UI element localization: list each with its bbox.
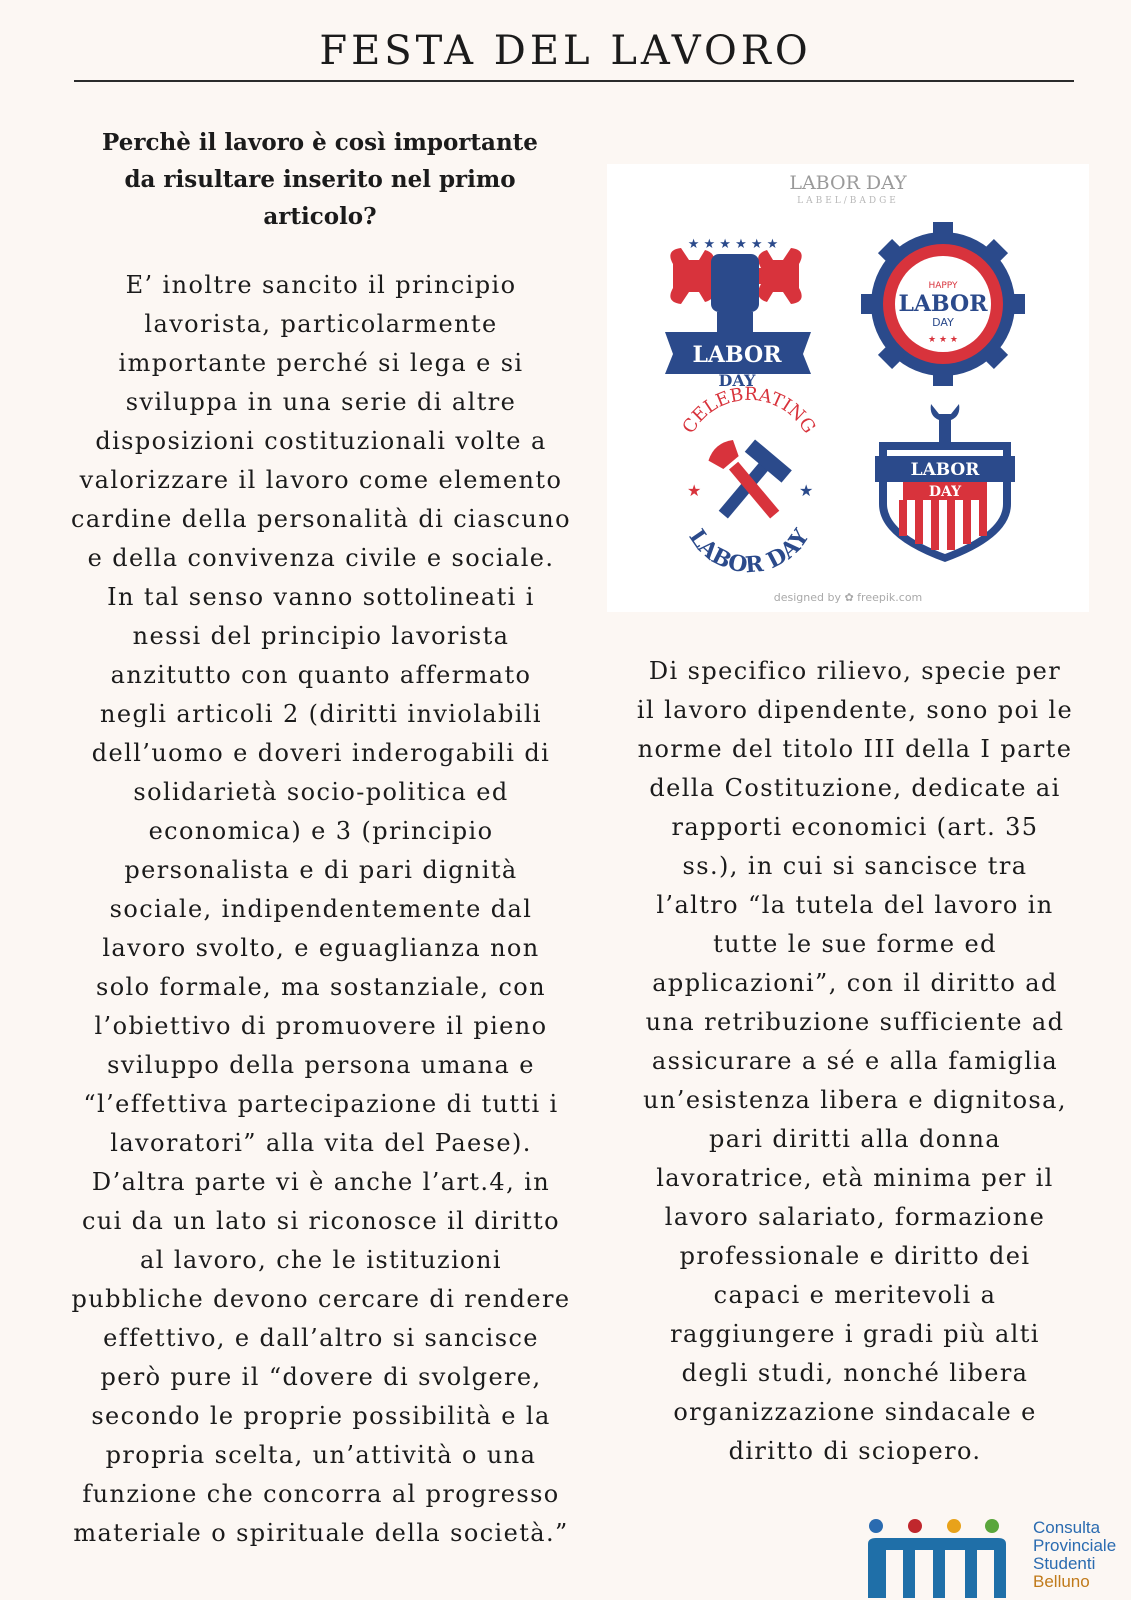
section-question [80, 124, 560, 235]
text-line: una retribuzione sufficiente ad [645, 1008, 1065, 1036]
logo-line: Provinciale [1033, 1536, 1117, 1555]
text-line: materiale o spirituale della società.” [73, 1519, 569, 1547]
text-line: però pure il “dovere di svolgere, [100, 1363, 542, 1391]
text-line: Di specifico rilievo, specie per [648, 657, 1062, 685]
text-line: pari diritti alla donna [708, 1125, 1002, 1153]
consulta-logo-text [1033, 1519, 1116, 1591]
text-line: pubbliche devono cercare di rendere [71, 1285, 571, 1313]
logo-dot [985, 1519, 999, 1533]
badge3-bottom: LABOR DAY [683, 524, 815, 579]
text-line: lavoratrice, età minima per il [656, 1164, 1054, 1192]
logo-dot [947, 1519, 961, 1533]
text-line: l’altro “la tutela del lavoro in [656, 891, 1054, 919]
text-line: nessi del principio lavorista [132, 622, 510, 650]
logo-dots [869, 1519, 999, 1533]
text-line: degli studi, nonché libera [681, 1359, 1029, 1387]
image-subtitle: LABEL/BADGE [797, 196, 899, 206]
badge1-top: LABOR [692, 342, 782, 368]
svg-text:★ ★ ★: ★ ★ ★ [928, 335, 958, 345]
text-line: tutte le sue forme ed [713, 930, 997, 958]
text-line: l’obiettivo di promuovere il pieno [94, 1012, 548, 1040]
text-line: negli articoli 2 (diritti inviolabili [99, 700, 542, 728]
text-line: secondo le proprie possibilità e la [91, 1402, 551, 1430]
text-line: effettivo, e dall’altro si sancisce [103, 1324, 539, 1352]
logo-line: Consulta [1033, 1518, 1101, 1537]
text-line: funzione che concorra al progresso [82, 1480, 560, 1508]
text-line: il lavoro dipendente, sono poi le [636, 696, 1074, 724]
text-line: “l’effettiva partecipazione di tutti i [83, 1090, 559, 1118]
gear-badge [861, 222, 1025, 386]
left-column-text [36, 266, 606, 1553]
text-line: lavoro svolto, e eguaglianza non [102, 934, 540, 962]
image-credit: designed by ✿ freepik.com [773, 591, 923, 604]
text-line: D’altra parte vi è anche l’art.4, in [91, 1168, 551, 1196]
text-line: personalista e di pari dignità [124, 856, 518, 884]
badge4-top: LABOR [910, 460, 980, 480]
text-line: propria scelta, un’attività o una [105, 1441, 537, 1469]
badge2-happy: HAPPY [928, 281, 958, 291]
badge2-labor: LABOR [898, 291, 988, 317]
page-title: FESTA DEL LAVORO [319, 28, 812, 74]
text-line: valorizzare il lavoro come elemento [79, 466, 563, 494]
celebrating-badge [678, 384, 819, 579]
logo-dot [908, 1519, 922, 1533]
text-line: sviluppo della persona umana e [107, 1051, 535, 1079]
badge1-bottom: DAY [718, 371, 756, 390]
right-column-text [605, 652, 1105, 1471]
text-line: e della convivenza civile e sociale. [87, 544, 555, 572]
shield-badge [875, 404, 1015, 562]
text-line: raggiungere i gradi più alti [670, 1320, 1040, 1348]
text-line: importante perché si lega e si [118, 349, 524, 377]
text-line: lavorista, particolarmente [144, 310, 498, 338]
text-line: capaci e meritevoli a [713, 1281, 997, 1309]
svg-text:★ ★ ★ ★ ★ ★: ★ ★ ★ ★ ★ ★ [687, 237, 779, 252]
svg-text:CELEBRATING [678, 384, 819, 437]
image-title: LABOR DAY [789, 172, 907, 194]
text-line: organizzazione sindacale e [673, 1398, 1037, 1426]
text-line: solo formale, ma sostanziale, con [95, 973, 547, 1001]
text-line: della Costituzione, dedicate ai [649, 774, 1061, 802]
text-line: assicurare a sé e alla famiglia [651, 1047, 1059, 1075]
text-line: sviluppa in una serie di altre [125, 388, 517, 416]
text-line: In tal senso vanno sottolineati i [107, 583, 535, 611]
text-line: diritto di sciopero. [728, 1437, 982, 1465]
question-line: da risultare inserito nel primo [124, 166, 516, 193]
text-line: professionale e diritto dei [679, 1242, 1031, 1270]
text-line: cui da un lato si riconosce il diritto [81, 1207, 561, 1235]
svg-text:★: ★ [687, 481, 702, 500]
text-line: economica) e 3 (principio [148, 817, 494, 845]
svg-text:LABOR DAY [684, 524, 815, 578]
text-line: disposizioni costituzionali volte a [95, 427, 547, 455]
text-line: applicazioni”, con il diritto ad [652, 969, 1058, 997]
badge4-bottom: DAY [928, 484, 962, 500]
text-line: lavoratori” alla vita del Paese). [110, 1129, 532, 1157]
svg-text:★: ★ [799, 481, 814, 500]
logo-line: Studenti [1033, 1554, 1096, 1573]
text-line: un’esistenza libera e dignitosa, [643, 1086, 1067, 1114]
badges-illustration [607, 164, 1089, 612]
badge3-top: CELEBRATING [678, 383, 820, 438]
text-line: solidarietà socio-politica ed [133, 778, 509, 806]
question-line: Perchè il lavoro è così importante [102, 129, 538, 156]
fist-wrench-badge [665, 237, 811, 390]
logo-dot [869, 1519, 883, 1533]
text-line: lavoro salariato, formazione [664, 1203, 1046, 1231]
text-line: dell’uomo e doveri inderogabili di [91, 739, 551, 767]
text-line: cardine della personalità di ciascuno [71, 505, 571, 533]
badge2-day: DAY [932, 316, 954, 329]
logo-line-city: Belluno [1033, 1572, 1090, 1591]
text-line: sociale, indipendentemente dal [109, 895, 533, 923]
question-line: articolo? [263, 203, 377, 230]
labor-day-badges-image [607, 164, 1089, 612]
title-underline [74, 80, 1074, 82]
text-line: rapporti economici (art. 35 [671, 813, 1039, 841]
text-line: anzitutto con quanto affermato [110, 661, 532, 689]
text-line: al lavoro, che le istituzioni [140, 1246, 502, 1274]
text-line: E’ inoltre sancito il principio [125, 271, 517, 299]
text-line: ss.), in cui si sancisce tra [682, 852, 1028, 880]
text-line: norme del titolo III della I parte [637, 735, 1073, 763]
